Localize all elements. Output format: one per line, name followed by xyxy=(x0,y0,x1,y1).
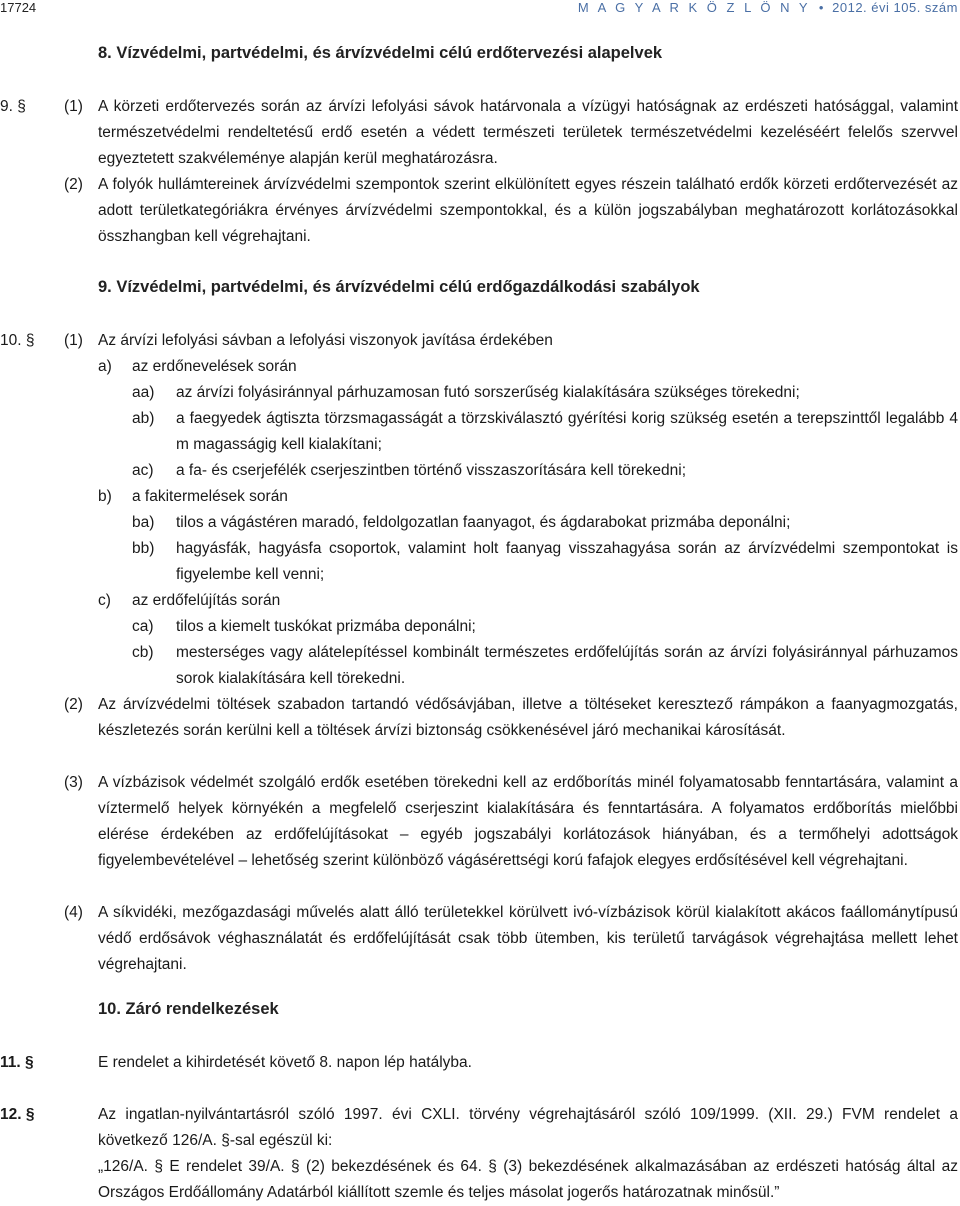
paragraph-10-4-number: (4) xyxy=(64,904,83,921)
item-ba-text: tilos a vágástéren maradó, feldolgozatlan faanyagot, és ágdarabokat prizmába deponálni; xyxy=(176,514,791,531)
item-cb-text: mesterséges vagy alátelepítéssel kombinált természetes erdőfelújítás során az árvízi folyásiránnyal párhuzamos sorok kialakítására kell törekedni. xyxy=(176,644,958,687)
item-ba-label: ba) xyxy=(132,514,155,531)
paragraph-12-quote: „126/A. § E rendelet 39/A. § (2) bekezdésének és 64. § (3) bekezdésének alkalmazásában az erdészeti hatóság által az Országos Erdőállomány Adatárból kiállított szemle és teljes másolat jogerős határozatnak minősül.” xyxy=(98,1158,958,1201)
page-number: 17724 xyxy=(0,0,37,15)
item-c-text: az erdőfelújítás során xyxy=(132,592,281,609)
item-ca-text: tilos a kiemelt tuskókat prizmába deponálni; xyxy=(176,618,476,635)
section-10-title: 10. Záró rendelkezések xyxy=(98,1000,279,1018)
item-ac-text: a fa- és cserjefélék cserjeszintben történő visszaszorítására kell törekedni; xyxy=(176,462,687,479)
paragraph-10-3-number: (3) xyxy=(64,774,83,791)
issue-number: 2012. évi 105. szám xyxy=(832,0,958,15)
bullet-separator: • xyxy=(814,0,829,15)
item-bb-text: hagyásfák, hagyásfa csoportok, valamint holt faanyag visszahagyása során az árvízvédelmi szempontokat is figyelembe kell venni; xyxy=(176,540,958,583)
item-ab-text: a faegyedek ágtiszta törzsmagasságát a törzskiválasztó gyérítési korig szükség esetén a terepszinttől legalább 4 m magasságig kell kialakítani; xyxy=(176,410,958,453)
paragraph-9-2-number: (2) xyxy=(64,176,83,193)
item-ac-label: ac) xyxy=(132,462,154,479)
paragraph-10-2-number: (2) xyxy=(64,696,83,713)
paragraph-9-number: 9. § xyxy=(0,98,26,115)
item-c-label: c) xyxy=(98,592,111,609)
item-ca-label: ca) xyxy=(132,618,154,635)
paragraph-10-1-number: (1) xyxy=(64,332,83,349)
section-9-title: 9. Vízvédelmi, partvédelmi, és árvízvédelmi célú erdőgazdálkodási szabályok xyxy=(98,278,700,296)
paragraph-12-number: 12. § xyxy=(0,1106,35,1123)
paragraph-9-1-number: (1) xyxy=(64,98,83,115)
paragraph-9-1-text xyxy=(98,94,958,172)
item-ab-label: ab) xyxy=(132,410,155,427)
paragraph-12-text: Az ingatlan-nyilvántartásról szóló 1997. évi CXLI. törvény végrehajtásáról szóló 109/1999. (XII. 29.) FVM rendelet a következő 126/A. §-sal egészül ki: xyxy=(98,1106,958,1149)
paragraph-9-2-text: A folyók hullámtereinek árvízvédelmi szempontok szerint elkülönített egyes részein található erdők körzeti erdőtervezését az adott területkategóriákra érvényes árvízvédelmi szempontokkal, és a külön jogszabályban meghatározott korlátozásokkal összhangban kell végrehajtani. xyxy=(98,176,958,245)
section-8-title: 8. Vízvédelmi, partvédelmi, és árvízvédelmi célú erdőtervezési alapelvek xyxy=(98,44,663,62)
paragraph-10-3-text: A vízbázisok védelmét szolgáló erdők esetében törekedni kell az erdőborítás minél folyamatosabb fenntartására, valamint a víztermelő helyek környékén a megfelelő cserjeszint kialakítására és fenntartására. A folyamatos erdőborítás mielőbbi elérése érdekében az erdőfelújításokat – egyéb jogszabályi korlátozások hiányában, és a termőhelyi adottságok figyelembevételével – lehetőség szerint különböző vágásérettségi korú fafajok elegyes erdősítésével kell végrehajtani. xyxy=(98,774,958,869)
item-cb-label: cb) xyxy=(132,644,154,661)
paragraph-10-number: 10. § xyxy=(0,332,35,349)
paragraph-11-text: E rendelet a kihirdetését követő 8. napon lép hatályba. xyxy=(98,1054,472,1071)
paragraph-10-1-text: Az árvízi lefolyási sávban a lefolyási viszonyok javítása érdekében xyxy=(98,332,553,349)
publication-header xyxy=(578,0,958,15)
item-a-label: a) xyxy=(98,358,112,375)
item-aa-label: aa) xyxy=(132,384,155,401)
paragraph-10-2-text: Az árvízvédelmi töltések szabadon tartandó védősávjában, illetve a töltéseket keresztező rámpákon a faanyagmozgatás, készletezés során kerülni kell a töltések árvízi biztonság csökkenésével járó mechanikai károsítását. xyxy=(98,696,958,739)
paragraph-11-number: 11. § xyxy=(0,1054,34,1071)
item-a-text: az erdőnevelések során xyxy=(132,358,297,375)
item-b-text: a fakitermelések során xyxy=(132,488,288,505)
paragraph-10-4-text: A síkvidéki, mezőgazdasági művelés alatt álló területekkel körülvett ivó-vízbázisok körül kialakított akácos faállománytípusú védő erdősávok véghasználatát és erdőfelújítását csak több ütemben, kis területű tarvágások végrehajtása mellett lehet végrehajtani. xyxy=(98,904,958,973)
item-bb-label: bb) xyxy=(132,540,155,557)
publication-name: M A G Y A R K Ö Z L Ö N Y xyxy=(577,0,811,15)
item-b-label: b) xyxy=(98,488,112,505)
item-aa-text: az árvízi folyásiránnyal párhuzamosan futó sorszerűség kialakítására szükséges törekedni; xyxy=(176,384,800,401)
paragraph-9-1-body: A körzeti erdőtervezés során az árvízi lefolyási sávok határvonala a vízügyi hatóságnak az erdészeti hatósággal, valamint természetvédelmi rendeltetésű erdő esetén a védett természeti területek természetvédelmi kezeléséért felelős szervvel egyeztetett szakvéleménye alapján kerül meghatározásra. xyxy=(98,98,958,167)
